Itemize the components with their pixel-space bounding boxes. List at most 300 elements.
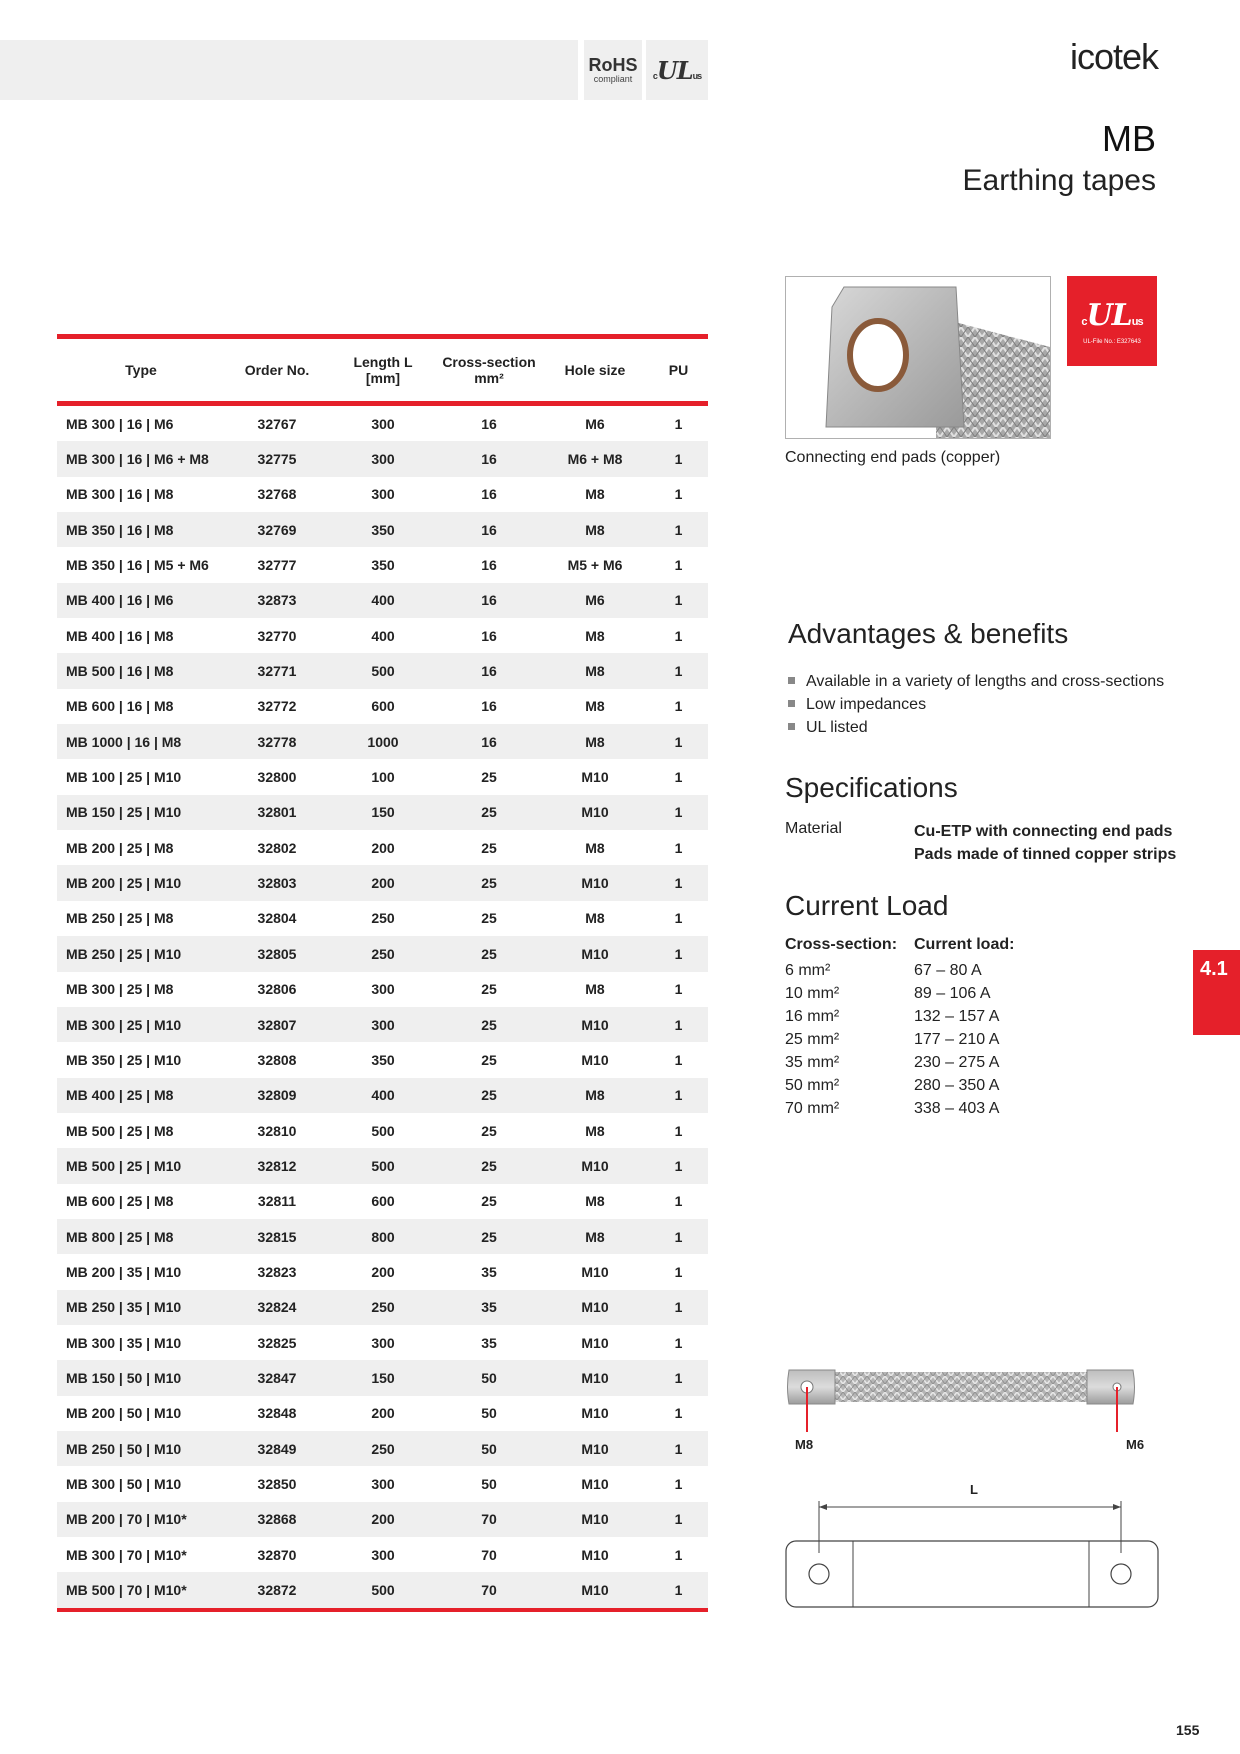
cell-cross-section: 25 (481, 1087, 497, 1104)
chapter-number: 4.1 (1200, 958, 1228, 980)
cell-type: MB 500 | 25 | M8 (66, 1122, 174, 1139)
cell-cross-section: 25 (481, 769, 497, 786)
cell-order-no: 32767 (257, 415, 297, 432)
cell-cross-section: 25 (481, 1228, 497, 1245)
ul-badge-c: c (1081, 316, 1087, 328)
cell-hole-size: M10 (581, 1157, 609, 1174)
rohs-subtitle: compliant (593, 74, 633, 84)
cell-type: MB 350 | 25 | M10 (66, 1051, 182, 1068)
cell-pu: 1 (674, 1228, 683, 1245)
cell-hole-size: M6 (585, 415, 605, 432)
table-row (57, 1502, 708, 1537)
cell-cross-section: 16 (481, 486, 497, 503)
cell-type: MB 800 | 25 | M8 (66, 1228, 174, 1245)
cell-length: 300 (371, 486, 395, 503)
table-row (57, 441, 708, 476)
cell-length: 400 (371, 1087, 395, 1104)
cell-hole-size: M8 (585, 1122, 605, 1139)
cell-pu: 1 (674, 804, 683, 821)
current-load-header: Current load: (914, 936, 1015, 953)
cell-cross-section: 70 (481, 1511, 497, 1528)
cell-hole-size: M10 (581, 1511, 609, 1528)
page-number: 155 (1176, 1722, 1200, 1738)
cell-type: MB 250 | 25 | M8 (66, 910, 174, 927)
hole-label-left: M8 (795, 1437, 814, 1452)
material-value-line1: Cu-ETP with connecting end pads (914, 823, 1173, 840)
cell-cross-section: 70 (481, 1582, 497, 1599)
list-item (788, 670, 1164, 693)
cell-order-no: 32815 (257, 1228, 297, 1245)
cell-type: MB 300 | 35 | M10 (66, 1334, 182, 1351)
cell-length: 200 (371, 1511, 395, 1528)
col-header-order: Order No. (244, 362, 310, 378)
cell-order-no: 32800 (257, 769, 297, 786)
cell-length: 500 (371, 663, 395, 680)
cell-pu: 1 (674, 698, 683, 715)
current-load-value: 132 – 157 A (914, 1008, 1000, 1025)
cell-hole-size: M8 (585, 981, 605, 998)
table-row (57, 1113, 708, 1148)
cell-order-no: 32805 (257, 945, 297, 962)
cell-pu: 1 (674, 663, 683, 680)
cell-cross-section: 16 (481, 627, 497, 644)
header-band (0, 40, 578, 100)
cell-cross-section: 25 (481, 1016, 497, 1033)
cell-hole-size: M8 (585, 663, 605, 680)
cell-order-no: 32847 (257, 1369, 297, 1386)
specifications-title: Specifications (785, 772, 958, 803)
cell-order-no: 32824 (257, 1299, 297, 1316)
bullet-icon (788, 700, 795, 707)
cell-hole-size: M6 + M8 (567, 451, 623, 468)
cross-section-header: Cross-section: (785, 936, 898, 953)
cell-pu: 1 (674, 1546, 683, 1563)
cell-type: MB 200 | 50 | M10 (66, 1405, 182, 1422)
cell-cross-section: 25 (481, 1122, 497, 1139)
cell-pu: 1 (674, 1263, 683, 1280)
cell-type: MB 400 | 16 | M8 (66, 627, 174, 644)
cell-type: MB 150 | 50 | M10 (66, 1369, 182, 1386)
table-row (57, 1360, 708, 1395)
ul-badge-mark: UL (1086, 298, 1132, 333)
advantage-text: Low impedances (806, 696, 927, 713)
advantages-list (788, 670, 1164, 739)
cell-cross-section: 50 (481, 1440, 497, 1457)
ul-mark-label: UL (656, 55, 693, 85)
cross-section-value: 10 mm² (785, 985, 840, 1002)
cell-type: MB 200 | 35 | M10 (66, 1263, 182, 1280)
col-header-cross (437, 337, 541, 404)
cell-type: MB 300 | 25 | M8 (66, 981, 174, 998)
cell-pu: 1 (674, 1440, 683, 1457)
cell-order-no: 32808 (257, 1051, 297, 1068)
table-row (57, 1572, 708, 1609)
ul-us-label: us (692, 70, 702, 81)
cell-cross-section: 16 (481, 557, 497, 574)
cell-order-no: 32809 (257, 1087, 297, 1104)
current-load-value: 338 – 403 A (914, 1100, 1000, 1117)
cell-cross-section: 16 (481, 592, 497, 609)
cell-cross-section: 25 (481, 1193, 497, 1210)
cell-hole-size: M10 (581, 1440, 609, 1457)
cell-type: MB 150 | 25 | M10 (66, 804, 182, 821)
table-row (57, 759, 708, 794)
cell-hole-size: M8 (585, 486, 605, 503)
cell-type: MB 250 | 25 | M10 (66, 945, 182, 962)
cell-order-no: 32870 (257, 1546, 297, 1563)
cell-hole-size: M10 (581, 1546, 609, 1563)
cell-order-no: 32778 (257, 733, 297, 750)
cell-hole-size: M8 (585, 521, 605, 538)
cell-type: MB 200 | 25 | M8 (66, 839, 174, 856)
table-row (57, 583, 708, 618)
cell-order-no: 32873 (257, 592, 297, 609)
table-row (57, 936, 708, 971)
list-item (788, 693, 1164, 716)
cell-order-no: 32772 (257, 698, 297, 715)
cell-type: MB 250 | 35 | M10 (66, 1299, 182, 1316)
table-row (57, 724, 708, 759)
cell-length: 800 (371, 1228, 395, 1245)
current-load-value: 230 – 275 A (914, 1054, 1000, 1071)
table-row (57, 1219, 708, 1254)
cell-type: MB 300 | 16 | M6 + M8 (66, 451, 209, 468)
dimension-label: L (970, 1482, 978, 1497)
cell-pu: 1 (674, 1016, 683, 1033)
cell-type: MB 200 | 70 | M10* (66, 1511, 187, 1528)
cross-section-value: 50 mm² (785, 1077, 840, 1094)
cell-pu: 1 (674, 415, 683, 432)
cell-hole-size: M8 (585, 910, 605, 927)
cell-cross-section: 25 (481, 804, 497, 821)
rohs-logo (584, 40, 642, 100)
col-header-length-line2: [mm] (365, 370, 401, 386)
cell-pu: 1 (674, 592, 683, 609)
cross-section-value: 25 mm² (785, 1031, 840, 1048)
cell-length: 300 (371, 1546, 395, 1563)
ul-logo (646, 40, 708, 100)
col-header-pu: PU (668, 362, 689, 378)
cell-type: MB 500 | 70 | M10* (66, 1582, 187, 1599)
cell-type: MB 350 | 16 | M8 (66, 521, 174, 538)
cell-length: 500 (371, 1582, 395, 1599)
cell-order-no: 32872 (257, 1582, 297, 1599)
cell-type: MB 600 | 25 | M8 (66, 1193, 174, 1210)
cell-length: 400 (371, 592, 395, 609)
table-row (57, 1042, 708, 1077)
cell-length: 200 (371, 839, 395, 856)
cell-length: 300 (371, 1016, 395, 1033)
table-row (57, 865, 708, 900)
cell-length: 350 (371, 521, 395, 538)
table-row (57, 1007, 708, 1042)
cell-length: 250 (371, 1440, 395, 1457)
current-load-list (914, 959, 999, 1120)
cell-length: 350 (371, 1051, 395, 1068)
cell-hole-size: M8 (585, 839, 605, 856)
ul-badge-logo (1067, 298, 1157, 333)
cell-order-no: 32771 (257, 663, 297, 680)
cell-length: 150 (371, 1369, 395, 1386)
earthing-tape-illustration (783, 1360, 1163, 1440)
cell-length: 250 (371, 910, 395, 927)
col-header-length-line1: Length L (353, 354, 413, 370)
cell-cross-section: 35 (481, 1263, 497, 1280)
cell-length: 300 (371, 451, 395, 468)
cell-hole-size: M10 (581, 769, 609, 786)
cell-hole-size: M10 (581, 1299, 609, 1316)
table-row (57, 1254, 708, 1289)
table-row (57, 653, 708, 688)
table-row (57, 1184, 708, 1219)
cell-length: 300 (371, 981, 395, 998)
cell-hole-size: M10 (581, 945, 609, 962)
cell-pu: 1 (674, 1405, 683, 1422)
photo-caption: Connecting end pads (copper) (785, 449, 1001, 466)
cell-pu: 1 (674, 1193, 683, 1210)
cross-section-value: 70 mm² (785, 1100, 840, 1117)
cell-type: MB 400 | 16 | M6 (66, 592, 174, 609)
dimension-drawing (783, 1495, 1163, 1615)
cell-order-no: 32801 (257, 804, 297, 821)
table-row (57, 1078, 708, 1113)
col-header-length (329, 337, 437, 404)
cell-pu: 1 (674, 1334, 683, 1351)
product-table (57, 334, 708, 1612)
cell-pu: 1 (674, 910, 683, 927)
cell-hole-size: M8 (585, 1193, 605, 1210)
cell-length: 600 (371, 1193, 395, 1210)
cell-type: MB 300 | 16 | M8 (66, 486, 174, 503)
table-row (57, 830, 708, 865)
cell-cross-section: 50 (481, 1405, 497, 1422)
cell-pu: 1 (674, 521, 683, 538)
cell-pu: 1 (674, 1087, 683, 1104)
material-value (914, 820, 1176, 866)
table-row (57, 1431, 708, 1466)
cell-length: 300 (371, 1334, 395, 1351)
cell-length: 300 (371, 1475, 395, 1492)
cell-pu: 1 (674, 557, 683, 574)
chapter-tab (1193, 950, 1240, 1035)
table-row (57, 1466, 708, 1501)
product-photo (785, 276, 1051, 439)
cell-order-no: 32768 (257, 486, 297, 503)
table-row (57, 1290, 708, 1325)
cell-cross-section: 25 (481, 910, 497, 927)
table-row (57, 1148, 708, 1183)
cell-hole-size: M10 (581, 1369, 609, 1386)
cell-order-no: 32850 (257, 1475, 297, 1492)
cell-pu: 1 (674, 1122, 683, 1139)
hole-label-right: M6 (1126, 1437, 1145, 1452)
col-header-hole: Hole size (564, 362, 626, 378)
current-load-title: Current Load (785, 890, 949, 921)
cell-type: MB 350 | 16 | M5 + M6 (66, 557, 209, 574)
cell-hole-size: M10 (581, 1582, 609, 1599)
ul-badge-us: us (1131, 316, 1143, 328)
cell-pu: 1 (674, 875, 683, 892)
cell-type: MB 300 | 25 | M10 (66, 1016, 182, 1033)
product-name: Earthing tapes (962, 164, 1156, 197)
cell-cross-section: 70 (481, 1546, 497, 1563)
cell-cross-section: 25 (481, 1051, 497, 1068)
cell-pu: 1 (674, 1475, 683, 1492)
cell-pu: 1 (674, 1299, 683, 1316)
cell-order-no: 32811 (257, 1193, 297, 1210)
cell-cross-section: 16 (481, 663, 497, 680)
table-row (57, 1396, 708, 1431)
cell-order-no: 32804 (257, 910, 297, 927)
brand-logo (1070, 36, 1158, 78)
cell-type: MB 600 | 16 | M8 (66, 698, 174, 715)
rohs-title: RoHS (588, 55, 638, 75)
table-row (57, 1537, 708, 1572)
table-row (57, 512, 708, 547)
cell-length: 600 (371, 698, 395, 715)
cell-pu: 1 (674, 1157, 683, 1174)
cell-pu: 1 (674, 486, 683, 503)
cross-section-list (785, 959, 839, 1120)
cell-hole-size: M10 (581, 1405, 609, 1422)
cell-length: 200 (371, 1405, 395, 1422)
col-header-type: Type (125, 362, 157, 378)
cell-type: MB 300 | 50 | M10 (66, 1475, 182, 1492)
cell-cross-section: 16 (481, 733, 497, 750)
cell-pu: 1 (674, 769, 683, 786)
cell-order-no: 32777 (257, 557, 297, 574)
advantage-text: UL listed (806, 719, 868, 736)
cell-length: 1000 (367, 733, 399, 750)
cell-pu: 1 (674, 981, 683, 998)
cell-type: MB 300 | 16 | M6 (66, 415, 174, 432)
cell-hole-size: M10 (581, 1475, 609, 1492)
cell-cross-section: 35 (481, 1334, 497, 1351)
cell-hole-size: M8 (585, 733, 605, 750)
advantages-title: Advantages & benefits (788, 618, 1069, 649)
cell-order-no: 32807 (257, 1016, 297, 1033)
table-row (57, 972, 708, 1007)
cell-cross-section: 25 (481, 875, 497, 892)
advantage-text: Available in a variety of lengths and cross-sections (806, 673, 1165, 690)
cell-hole-size: M6 (585, 592, 605, 609)
cell-cross-section: 35 (481, 1299, 497, 1316)
cell-type: MB 200 | 25 | M10 (66, 875, 182, 892)
current-load-value: 280 – 350 A (914, 1077, 1000, 1094)
cell-length: 150 (371, 804, 395, 821)
cell-length: 250 (371, 1299, 395, 1316)
cell-cross-section: 16 (481, 698, 497, 715)
cross-section-value: 16 mm² (785, 1008, 840, 1025)
cell-type: MB 300 | 70 | M10* (66, 1546, 187, 1563)
cell-pu: 1 (674, 839, 683, 856)
cell-pu: 1 (674, 1051, 683, 1068)
cell-pu: 1 (674, 627, 683, 644)
table-row (57, 547, 708, 582)
cell-pu: 1 (674, 945, 683, 962)
ul-badge (1067, 276, 1157, 366)
table-row (57, 618, 708, 653)
current-load-value: 67 – 80 A (914, 962, 982, 979)
cell-order-no: 32868 (257, 1511, 297, 1528)
cross-section-value: 6 mm² (785, 962, 831, 979)
cell-length: 200 (371, 875, 395, 892)
table-row (57, 689, 708, 724)
bullet-icon (788, 677, 795, 684)
cell-order-no: 32849 (257, 1440, 297, 1457)
bullet-icon (788, 723, 795, 730)
cell-length: 400 (371, 627, 395, 644)
cell-hole-size: M10 (581, 1263, 609, 1280)
table-header-row (57, 337, 708, 404)
product-code: MB (1102, 118, 1156, 159)
list-item (788, 716, 1164, 739)
table-row (57, 477, 708, 512)
cell-hole-size: M8 (585, 627, 605, 644)
current-load-value: 177 – 210 A (914, 1031, 1000, 1048)
cell-order-no: 32806 (257, 981, 297, 998)
cell-hole-size: M8 (585, 698, 605, 715)
cross-section-value: 35 mm² (785, 1054, 840, 1071)
table-row (57, 795, 708, 830)
cell-order-no: 32823 (257, 1263, 297, 1280)
cell-cross-section: 25 (481, 1157, 497, 1174)
cell-cross-section: 50 (481, 1369, 497, 1386)
cell-type: MB 400 | 25 | M8 (66, 1087, 174, 1104)
table-row (57, 1325, 708, 1360)
material-label: Material (785, 820, 842, 837)
cell-pu: 1 (674, 733, 683, 750)
cell-hole-size: M8 (585, 1228, 605, 1245)
cell-hole-size: M10 (581, 1051, 609, 1068)
cell-length: 500 (371, 1122, 395, 1139)
cell-pu: 1 (674, 1369, 683, 1386)
cell-type: MB 250 | 50 | M10 (66, 1440, 182, 1457)
cell-type: MB 500 | 25 | M10 (66, 1157, 182, 1174)
cell-order-no: 32812 (257, 1157, 297, 1174)
cell-length: 350 (371, 557, 395, 574)
cell-pu: 1 (674, 451, 683, 468)
table-row (57, 404, 708, 442)
cell-cross-section: 16 (481, 451, 497, 468)
cell-cross-section: 25 (481, 839, 497, 856)
cell-hole-size: M5 + M6 (567, 557, 623, 574)
cell-length: 300 (371, 415, 395, 432)
cell-order-no: 32848 (257, 1405, 297, 1422)
cell-length: 250 (371, 945, 395, 962)
cell-cross-section: 25 (481, 945, 497, 962)
brand-name: icotek (1069, 36, 1158, 77)
cell-type: MB 500 | 16 | M8 (66, 663, 174, 680)
cell-order-no: 32769 (257, 521, 297, 538)
cell-hole-size: M10 (581, 804, 609, 821)
cell-cross-section: 16 (481, 521, 497, 538)
cell-cross-section: 25 (481, 981, 497, 998)
material-value-line2: Pads made of tinned copper strips (914, 846, 1177, 863)
cell-length: 200 (371, 1263, 395, 1280)
cell-hole-size: M8 (585, 1087, 605, 1104)
ul-c-label: c (652, 70, 657, 81)
cell-order-no: 32810 (257, 1122, 297, 1139)
cell-hole-size: M10 (581, 1334, 609, 1351)
ul-badge-file: UL-File No.: E327643 (1083, 339, 1141, 345)
cell-order-no: 32803 (257, 875, 297, 892)
cell-pu: 1 (674, 1511, 683, 1528)
cell-order-no: 32825 (257, 1334, 297, 1351)
cell-length: 100 (371, 769, 395, 786)
col-header-cross-line2: mm² (474, 370, 504, 386)
col-header-cross-line1: Cross-section (442, 354, 536, 370)
